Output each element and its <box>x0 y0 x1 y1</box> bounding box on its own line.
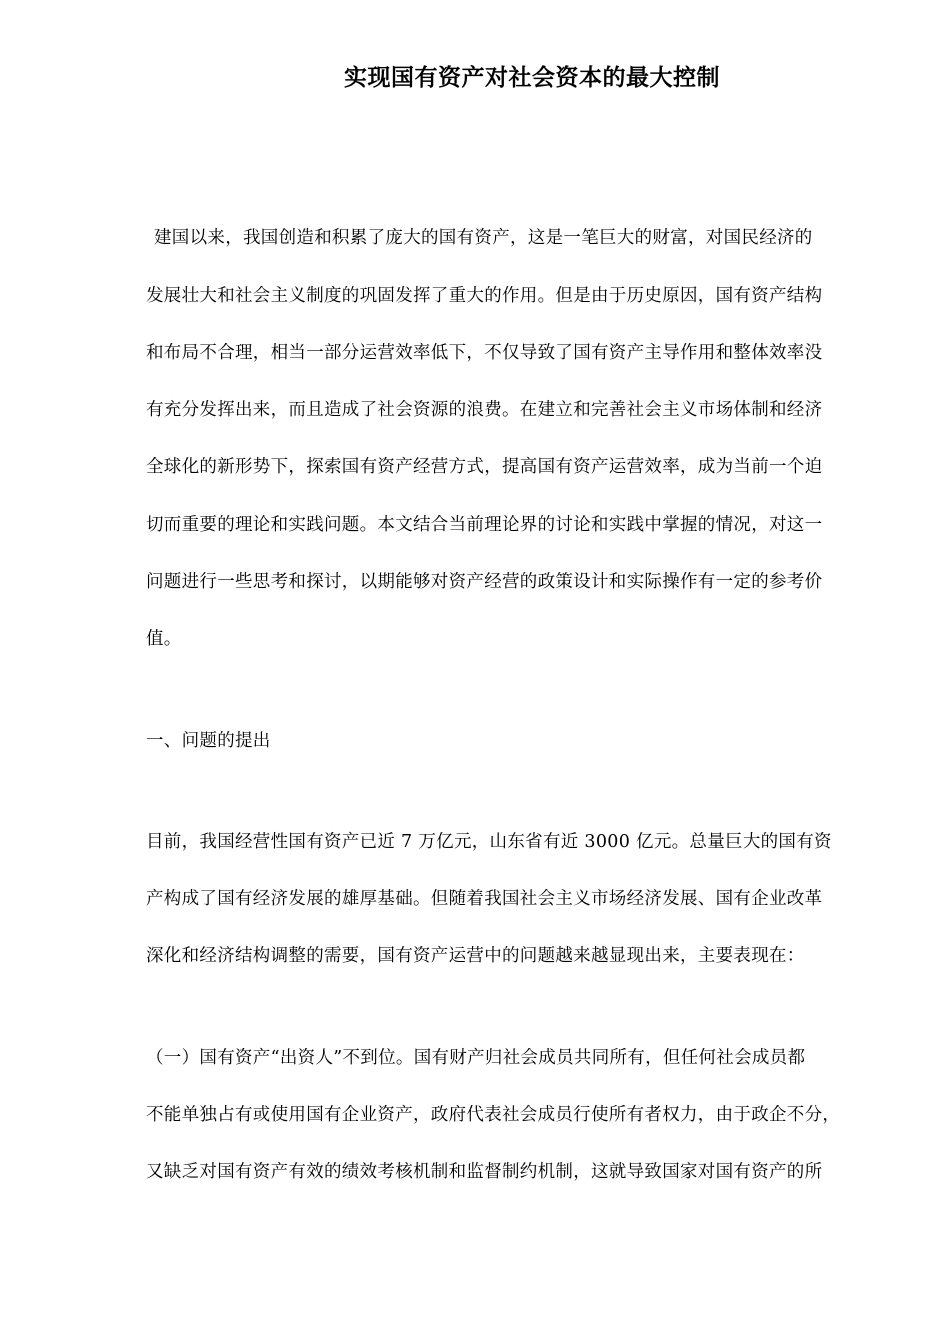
paragraph-line: 建国以来，我国创造和积累了庞大的国有资产，这是一笔巨大的财富，对国民经济的 <box>154 228 813 248</box>
paragraph-line: 切而重要的理论和实践问题。本文结合当前理论界的讨论和实践中掌握的情况，对这一 <box>146 515 823 535</box>
paragraph-line: 有充分发挥出来，而且造成了社会资源的浪费。在建立和完善社会主义市场体制和经济 <box>146 400 823 420</box>
paragraph-line: 全球化的新形势下，探索国有资产经营方式，提高国有资产运营效率，成为当前一个迫 <box>146 457 823 477</box>
document-title: 实现国有资产对社会资本的最大控制 <box>344 64 720 91</box>
paragraph-line: 产构成了国有经济发展的雄厚基础。但随着我国社会主义市场经济发展、国有企业改革 <box>146 889 823 909</box>
paragraph-line: 问题进行一些思考和探讨，以期能够对资产经营的政策设计和实际操作有一定的参考价 <box>146 572 823 592</box>
paragraph-line: 不能单独占有或使用国有企业资产，政府代表社会成员行使所有者权力，由于政企不分， <box>146 1105 841 1125</box>
paragraph-line: 值。 <box>146 629 182 649</box>
paragraph-line: 和布局不合理，相当一部分运营效率低下，不仅导致了国有资产主导作用和整体效率没 <box>146 343 823 363</box>
paragraph-line: （一）国有资产“出资人”不到位。国有财产归社会成员共同所有，但任何社会成员都 <box>146 1048 806 1068</box>
paragraph-line: 深化和经济结构调整的需要，国有资产运营中的问题越来越显现出来，主要表现在： <box>146 946 805 966</box>
paragraph-line: 发展壮大和社会主义制度的巩固发挥了重大的作用。但是由于历史原因，国有资产结构 <box>146 286 823 306</box>
section-heading: 一、问题的提出 <box>146 731 271 751</box>
paragraph-line: 又缺乏对国有资产有效的绩效考核机制和监督制约机制，这就导致国家对国有资产的所 <box>146 1162 823 1182</box>
paragraph-line: 目前，我国经营性国有资产已近 7 万亿元，山东省有近 3000 亿元。总量巨大的国有资 <box>146 832 832 852</box>
